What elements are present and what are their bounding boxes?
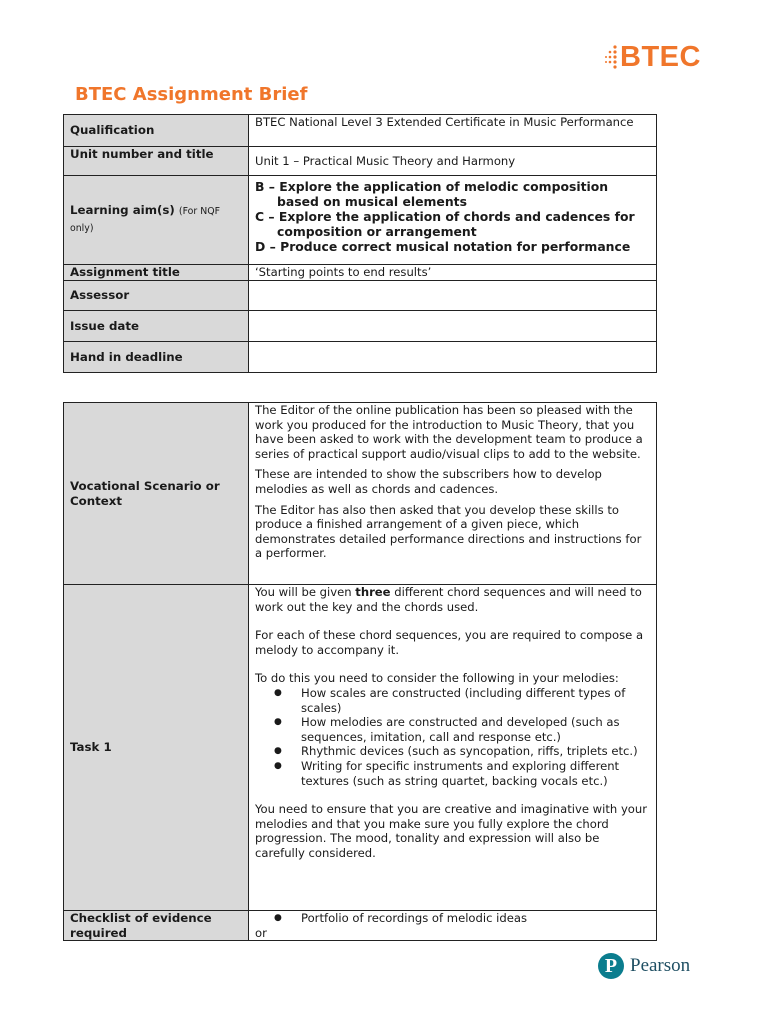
issue-date-label: Issue date	[64, 311, 249, 342]
table-row	[64, 147, 657, 176]
task1-bullet-list	[255, 686, 650, 788]
list-item: ● How melodies are constructed and developed (such as sequences, imitation, call and response etc.)	[301, 715, 650, 744]
btec-logo-dots-icon	[604, 44, 618, 70]
learning-aim-c: C – Explore the application of chords and cadences for composition or arrangement	[255, 209, 635, 239]
table-row	[64, 265, 657, 281]
unit-value: Unit 1 – Practical Music Theory and Harmony	[249, 147, 657, 176]
table-row	[64, 115, 657, 147]
scenario-paragraph: The Editor of the online publication has been so pleased with the work you produced for the introduction to Music Theory, that you have been asked to work with the development team to produce a series of practical support audio/visual clips to add to the website.	[255, 403, 643, 461]
learning-aims-note: (For NQF only)	[70, 206, 220, 234]
checklist-label: Checklist of evidence required	[64, 911, 249, 941]
issue-date-value[interactable]	[249, 311, 657, 342]
pearson-logo	[598, 953, 690, 979]
learning-aim-b: B – Explore the application of melodic composition based on musical elements	[255, 179, 609, 209]
assignment-title-value: ‘Starting points to end results’	[249, 265, 657, 281]
task1-label: Task 1	[64, 585, 249, 911]
table-row	[64, 585, 657, 911]
scenario-task-table	[63, 402, 657, 941]
unit-label: Unit number and title	[64, 147, 249, 176]
task1-paragraph: To do this you need to consider the following in your melodies:	[255, 671, 619, 686]
task1-paragraph	[255, 585, 650, 614]
task1-emphasis: three	[355, 585, 391, 599]
table-row	[64, 311, 657, 342]
list-item: ● How scales are constructed (including different types of scales)	[301, 686, 650, 715]
table-row	[64, 342, 657, 373]
scenario-label: Vocational Scenario or Context	[64, 403, 249, 585]
learning-aim-d: D – Produce correct musical notation for performance	[255, 239, 631, 254]
assignment-title-label: Assignment title	[64, 265, 249, 281]
checklist-bullet-list	[255, 911, 650, 926]
table-row	[64, 176, 657, 265]
list-item: ● Portfolio of recordings of melodic ideas	[301, 911, 650, 926]
assessor-label: Assessor	[64, 281, 249, 311]
assignment-info-table	[63, 114, 657, 373]
task1-paragraph: For each of these chord sequences, you are required to compose a melody to accompany it.	[255, 628, 644, 657]
page-title: BTEC Assignment Brief	[75, 84, 308, 105]
btec-logo	[604, 40, 701, 74]
scenario-paragraph: These are intended to show the subscribers how to develop melodies as well as chords and cadences.	[255, 467, 602, 496]
hand-in-deadline-value[interactable]	[249, 342, 657, 373]
learning-aims-list	[249, 176, 657, 265]
list-item: ● Writing for specific instruments and exploring different textures (such as string quartet, backing vocals etc.)	[301, 759, 650, 788]
hand-in-deadline-label: Hand in deadline	[64, 342, 249, 373]
task1-text: different chord sequences and will need to work out the key and the chords used.	[255, 585, 642, 614]
table-row	[64, 403, 657, 585]
table-row	[64, 911, 657, 941]
task1-content	[249, 585, 657, 911]
checklist-or-text: or	[255, 925, 267, 940]
scenario-paragraph: The Editor has also then asked that you develop these skills to produce a finished arrangement of a given piece, which demonstrates detailed performance directions and instructions for a performer.	[255, 502, 642, 561]
qualification-label: Qualification	[64, 115, 249, 147]
pearson-p-icon: P	[598, 953, 624, 979]
btec-logo-text: BTEC	[620, 40, 701, 73]
list-item: ● Rhythmic devices (such as syncopation, riffs, triplets etc.)	[301, 744, 650, 759]
scenario-content	[249, 403, 657, 585]
pearson-logo-text: Pearson	[630, 955, 691, 976]
table-row	[64, 281, 657, 311]
task1-paragraph: You need to ensure that you are creative and imaginative with your melodies and that you make sure you fully explore the chord progression. The mood, tonality and expression will also be carefully considered.	[255, 802, 648, 860]
checklist-content	[249, 911, 657, 941]
learning-aims-label	[64, 176, 249, 265]
qualification-value: BTEC National Level 3 Extended Certificate in Music Performance	[249, 115, 657, 147]
assessor-value[interactable]	[249, 281, 657, 311]
learning-aims-label-text: Learning aim(s)	[70, 203, 175, 218]
task1-text: You will be given	[255, 585, 356, 599]
